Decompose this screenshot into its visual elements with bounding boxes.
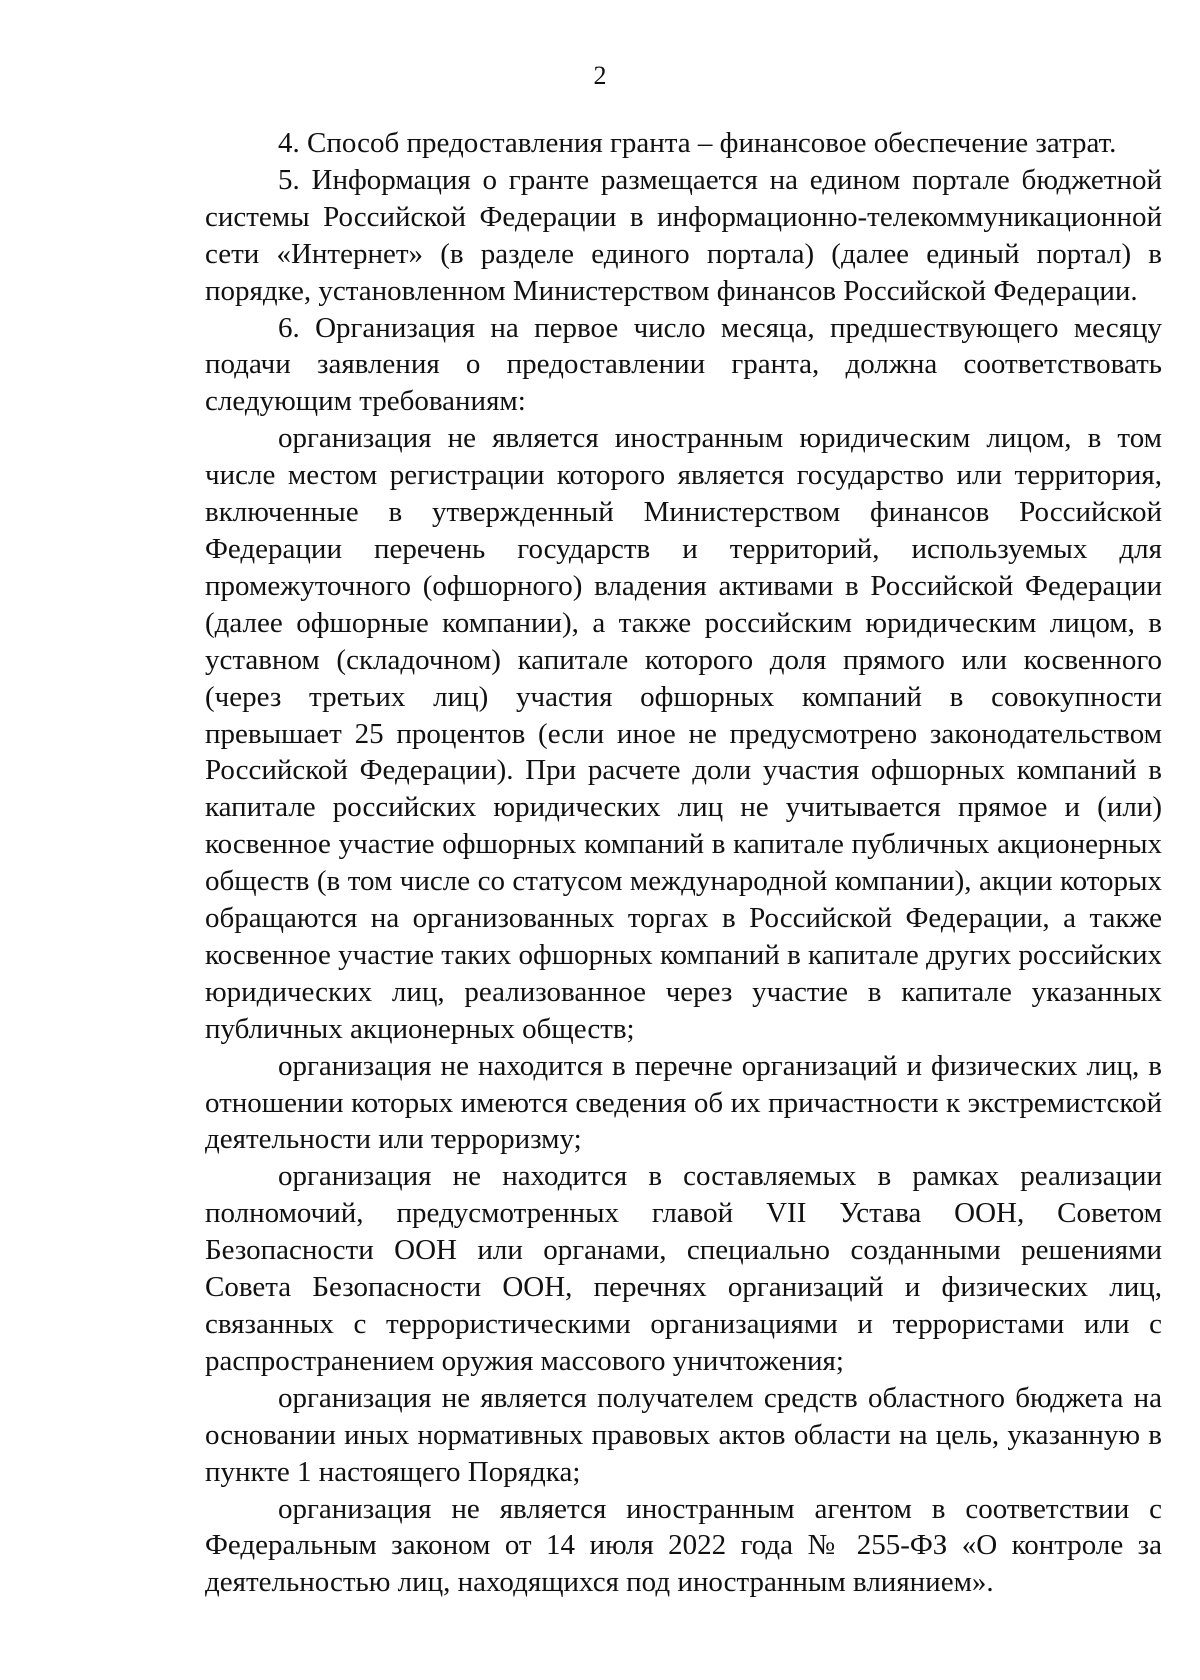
requirement-not-extremist-list: организация не находится в перечне организаций и физических лиц, в отношении которых имеются сведения об их причастности к экстремистской деятельности или терроризму;: [205, 1049, 1162, 1156]
requirement-not-budget-recipient: организация не является получателем средств областного бюджета на основании иных нормативных правовых актов области на цель, указанную в пункте 1 настоящего Порядка;: [205, 1381, 1162, 1488]
requirement-not-un-sanctions-list: организация не находится в составляемых в рамках реализации полномочий, предусмотренных главой VII Устава ООН, Советом Безопасности ООН или органами, специально созданными решениями Совета Безопасности ООН, перечнях организаций и физических лиц, связанных с террористическими организациями и террористами или с распространением оружия массового уничтожения;: [205, 1160, 1162, 1377]
requirement-not-foreign-agent: организация не является иностранным агентом в соответствии с Федеральным законом от 14 июля 2022 года № 255-ФЗ «О контроле за деятельностью лиц, находящихся под иностранным влиянием».: [205, 1492, 1162, 1599]
document-body: [205, 125, 1162, 1601]
paragraph-6-requirements-intro: 6. Организация на первое число месяца, предшествующего месяцу подачи заявления о предоставлении гранта, должна соответствовать следующим требованиям:: [205, 311, 1162, 418]
page-number: 2: [593, 61, 607, 90]
paragraph-5-grant-info: 5. Информация о гранте размещается на едином портале бюджетной системы Российской Федерации в информационно-телекоммуникационной сети «Интернет» (в разделе единого портала) (далее единый портал) в порядке, установленном Министерством финансов Российской Федерации.: [205, 163, 1162, 307]
requirement-not-foreign-entity: организация не является иностранным юридическим лицом, в том числе местом регистрации которого является государство или территория, включенные в утвержденный Министерством финансов Российской Федерации перечень государств и территорий, используемых для промежуточного (офшорного) владения активами в Российской Федерации (далее офшорные компании), а также российским юридическим лицом, в уставном (складочном) капитале которого доля прямого или косвенного (через третьих лиц) участия офшорных компаний в совокупности превышает 25 процентов (если иное не предусмотрено законодательством Российской Федерации). При расчете доли участия офшорных компаний в капитале российских юридических лиц не учитывается прямое и (или) косвенное участие офшорных компаний в капитале публичных акционерных обществ (в том числе со статусом международной компании), акции которых обращаются на организованных торгах в Российской Федерации, а также косвенное участие таких офшорных компаний в капитале других российских юридических лиц, реализованное через участие в капитале указанных публичных акционерных обществ;: [205, 422, 1162, 1045]
paragraph-4-grant-method: 4. Способ предоставления гранта – финансовое обеспечение затрат.: [278, 127, 1117, 159]
